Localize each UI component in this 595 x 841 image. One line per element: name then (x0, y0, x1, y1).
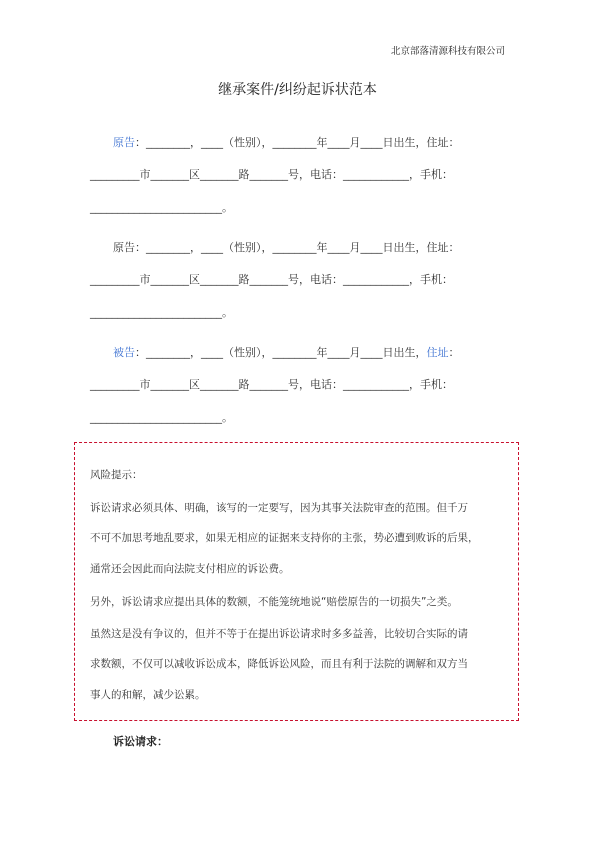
risk-notice-line: 事人的和解，减少讼累。 (90, 689, 206, 701)
risk-notice-line: 不可不加思考地乱要求，如果无相应的证据来支持你的主张，势必遭到败诉的后果， (90, 532, 479, 544)
company-name: 北京部落清源科技有限公司 (390, 46, 505, 57)
plaintiff-2-line-2: _________市_______区_______路_______号，电话：____________，手机： (90, 273, 453, 286)
defendant-line-2: _________市_______区_______路_______号，电话：____________，手机： (90, 378, 453, 391)
defendant-line-1-tail: ： (448, 346, 460, 359)
risk-notice-title: 风险提示： (90, 469, 143, 481)
plaintiff-1-role-link[interactable]: 原告 (113, 136, 135, 149)
plaintiff-2-line-1-text: ：________，____（性别），________年____月____日出生，住址： (135, 241, 460, 254)
plaintiff-1-line-1-text: ：________，____（性别），________年____月____日出生，住址： (135, 136, 460, 149)
plaintiff-2-role: 原告 (113, 241, 135, 254)
plaintiff-2-line-3: ________________________。 (90, 306, 233, 319)
plaintiff-1-line-3: ________________________。 (90, 201, 233, 214)
document-title: 继承案件/纠纷起诉状范本 (218, 82, 377, 98)
risk-notice-line: 另外，诉讼请求应提出具体的数额，不能笼统地说“赔偿原告的一切损失”之类。 (90, 596, 458, 608)
plaintiff-1-line-2: _________市_______区_______路_______号，电话：____________，手机： (90, 168, 453, 181)
defendant-line-1 (113, 344, 460, 360)
risk-notice-line: 虽然这是没有争议的，但并不等于在提出诉讼请求时多多益善，比较切合实际的请 (90, 628, 468, 640)
defendant-line-3: ________________________。 (90, 411, 233, 424)
defendant-role-link[interactable]: 被告 (113, 346, 135, 359)
defendant-line-1-text: ：________，____（性别），________年____月____日出生， (135, 346, 427, 359)
claims-heading: 诉讼请求： (113, 735, 168, 748)
risk-notice-line: 诉讼请求必须具体、明确，该写的一定要写，因为其事关法院审查的范围。但千万 (90, 502, 468, 514)
plaintiff-2-line-1 (113, 239, 460, 255)
risk-notice-line: 通常还会因此而向法院支付相应的诉讼费。 (90, 563, 290, 575)
risk-notice-line: 求数额，不仅可以减收诉讼成本，降低诉讼风险，而且有利于法院的调解和双方当 (90, 658, 468, 670)
defendant-address-link[interactable]: 住址 (426, 346, 449, 359)
risk-notice-box (74, 442, 519, 721)
plaintiff-1-line-1 (113, 134, 460, 150)
